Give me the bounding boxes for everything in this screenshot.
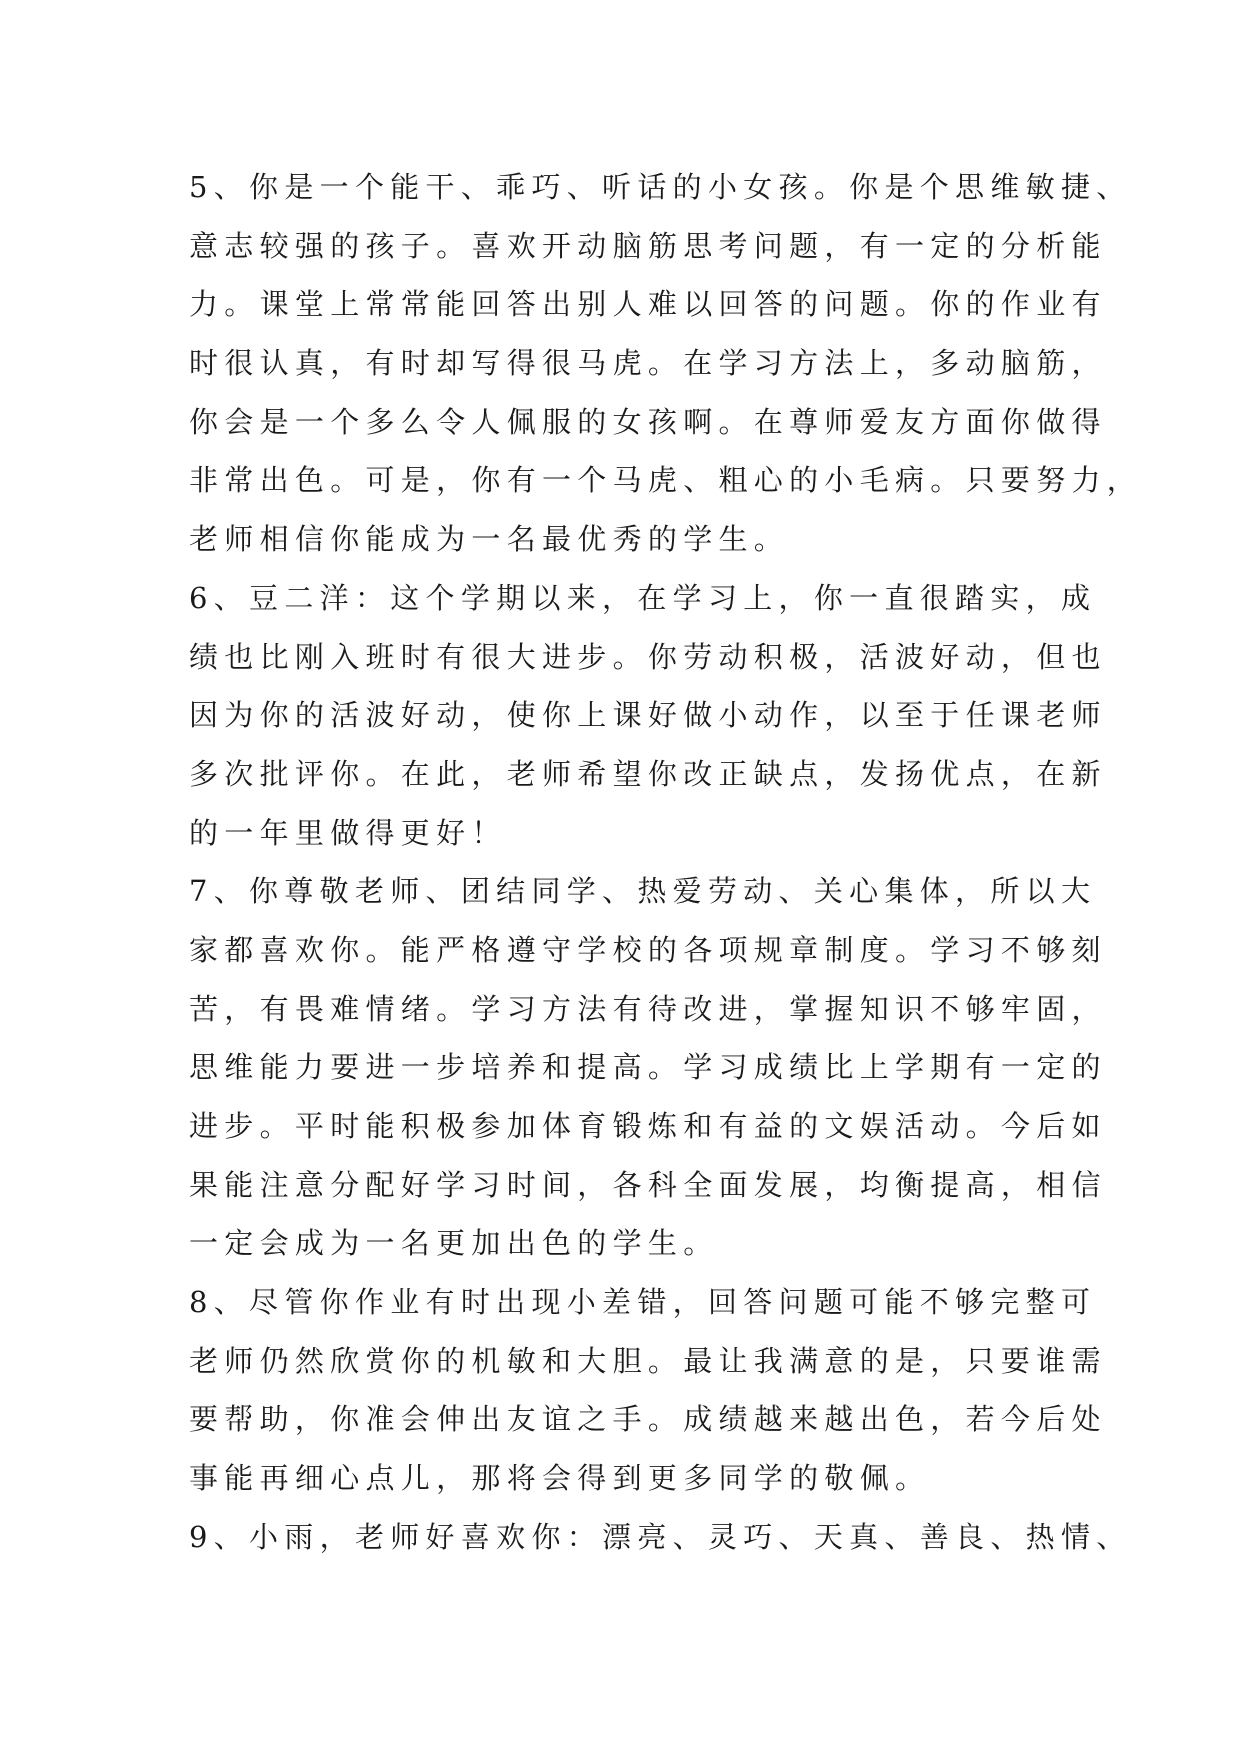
- text-line: 绩也比刚入班时有很大进步。你劳动积极，活波好动，但也: [189, 639, 1107, 674]
- text-line: 你会是一个多么令人佩服的女孩啊。在尊师爱友方面你做得: [189, 404, 1107, 439]
- text-line: 6、豆二洋：这个学期以来，在学习上，你一直很踏实，成: [189, 580, 1097, 615]
- text-line: 老师相信你能成为一名最优秀的学生。: [189, 522, 790, 557]
- text-line: 意志较强的孩子。喜欢开动脑筋思考问题，有一定的分析能: [189, 228, 1107, 263]
- text-line: 老师仍然欣赏你的机敏和大胆。最让我满意的是，只要谁需: [189, 1343, 1107, 1378]
- text-line: 8、尽管你作业有时出现小差错，回答问题可能不够完整可: [189, 1285, 1097, 1320]
- text-line: 进步。平时能积极参加体育锻炼和有益的文娱活动。今后如: [189, 1109, 1107, 1143]
- text-line: 要帮助，你准会伸出友谊之手。成绩越来越出色，若今后处: [189, 1402, 1107, 1437]
- text-line: 5、你是一个能干、乖巧、听话的小女孩。你是个思维敏捷、: [189, 170, 1132, 204]
- text-line: 时很认真，有时却写得很马虎。在学习方法上，多动脑筋，: [189, 346, 1107, 381]
- text-line: 9、小雨，老师好喜欢你：漂亮、灵巧、天真、善良、热情、: [189, 1519, 1132, 1554]
- text-line: 思维能力要进一步培养和提高。学习成绩比上学期有一定的: [189, 1050, 1107, 1085]
- text-line: 力。课堂上常常能回答出别人难以回答的问题。你的作业有: [189, 287, 1107, 322]
- text-line: 非常出色。可是，你有一个马虎、粗心的小毛病。只要努力，: [189, 463, 1143, 498]
- text-line: 7、你尊敬老师、团结同学、热爱劳动、关心集体，所以大: [189, 874, 1097, 909]
- text-line: 一定会成为一名更加出色的学生。: [189, 1226, 719, 1261]
- text-line: 果能注意分配好学习时间，各科全面发展，均衡提高，相信: [189, 1167, 1107, 1202]
- text-line: 事能再细心点儿，那将会得到更多同学的敬佩。: [189, 1461, 931, 1496]
- text-line: 苦，有畏难情绪。学习方法有待改进，掌握知识不够牢固，: [189, 991, 1107, 1026]
- text-line: 家都喜欢你。能严格遵守学校的各项规章制度。学习不够刻: [189, 932, 1107, 967]
- text-line: 因为你的活波好动，使你上课好做小动作，以至于任课老师: [189, 698, 1107, 733]
- document-body: [189, 158, 1143, 1567]
- text-line: 的一年里做得更好！: [189, 815, 507, 850]
- text-line: 多次批评你。在此，老师希望你改正缺点，发扬优点，在新: [189, 756, 1107, 791]
